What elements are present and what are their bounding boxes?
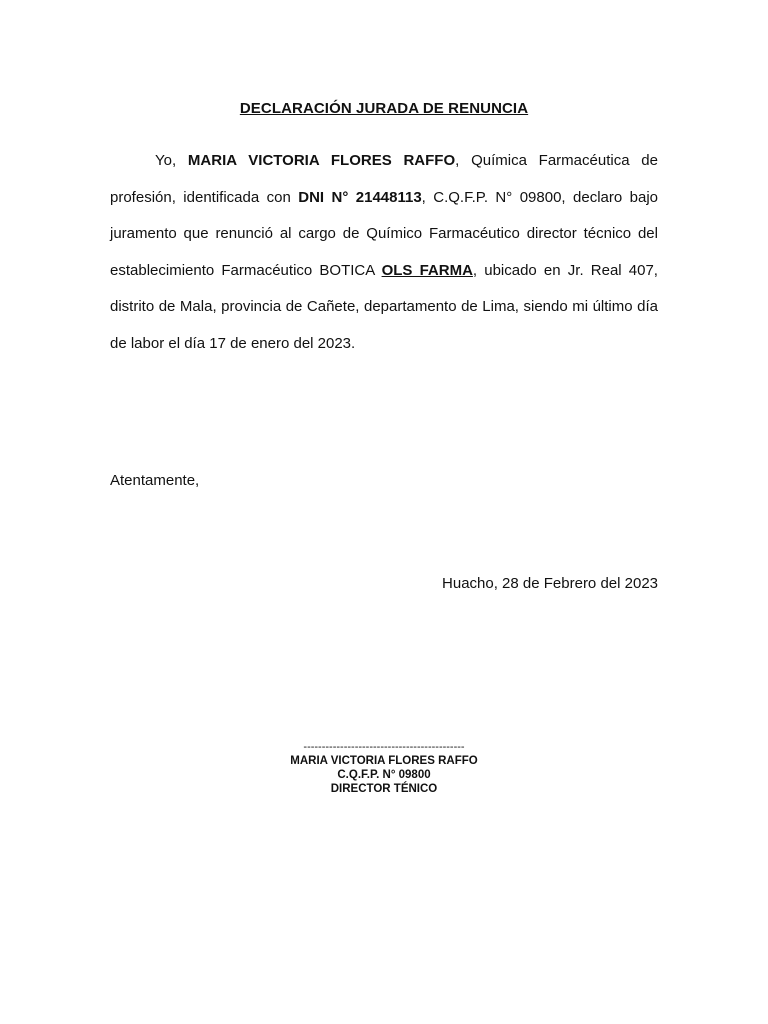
signature-name: MARIA VICTORIA FLORES RAFFO bbox=[290, 755, 478, 767]
dni-number: DNI N° 21448113 bbox=[298, 188, 422, 206]
signature-role: DIRECTOR TÉNICO bbox=[330, 783, 438, 795]
place-and-date: Huacho, 28 de Febrero del 2023 bbox=[442, 575, 658, 592]
establishment-name: OLS FARMA bbox=[381, 261, 473, 279]
paragraph-intro: Yo, bbox=[155, 152, 188, 169]
signature-block bbox=[234, 740, 534, 796]
document-title: DECLARACIÓN JURADA DE RENUNCIA bbox=[239, 100, 529, 117]
signature-registration: C.Q.F.P. N° 09800 bbox=[337, 769, 431, 781]
signature-line: -------------------------------------------- bbox=[303, 741, 465, 753]
closing-salutation: Atentamente, bbox=[110, 472, 200, 489]
paragraph-after-name: , Química Farmacéutica de profesión, identificada con bbox=[110, 152, 658, 206]
paragraph-after-dni: , C.Q.F.P. N° 09800, declaro bajo juramento que renunció al cargo de Químico Farmacéutico director técnico del establecimiento Farmacéutico BOTICA bbox=[110, 188, 658, 279]
paragraph-after-establishment: , ubicado en Jr. Real 407, distrito de Mala, provincia de Cañete, departamento de Lima, siendo mi último día de labor el día 17 de enero del 2023. bbox=[110, 261, 658, 352]
declarant-name: MARIA VICTORIA FLORES RAFFO bbox=[187, 152, 456, 169]
declaration-paragraph bbox=[110, 143, 658, 363]
